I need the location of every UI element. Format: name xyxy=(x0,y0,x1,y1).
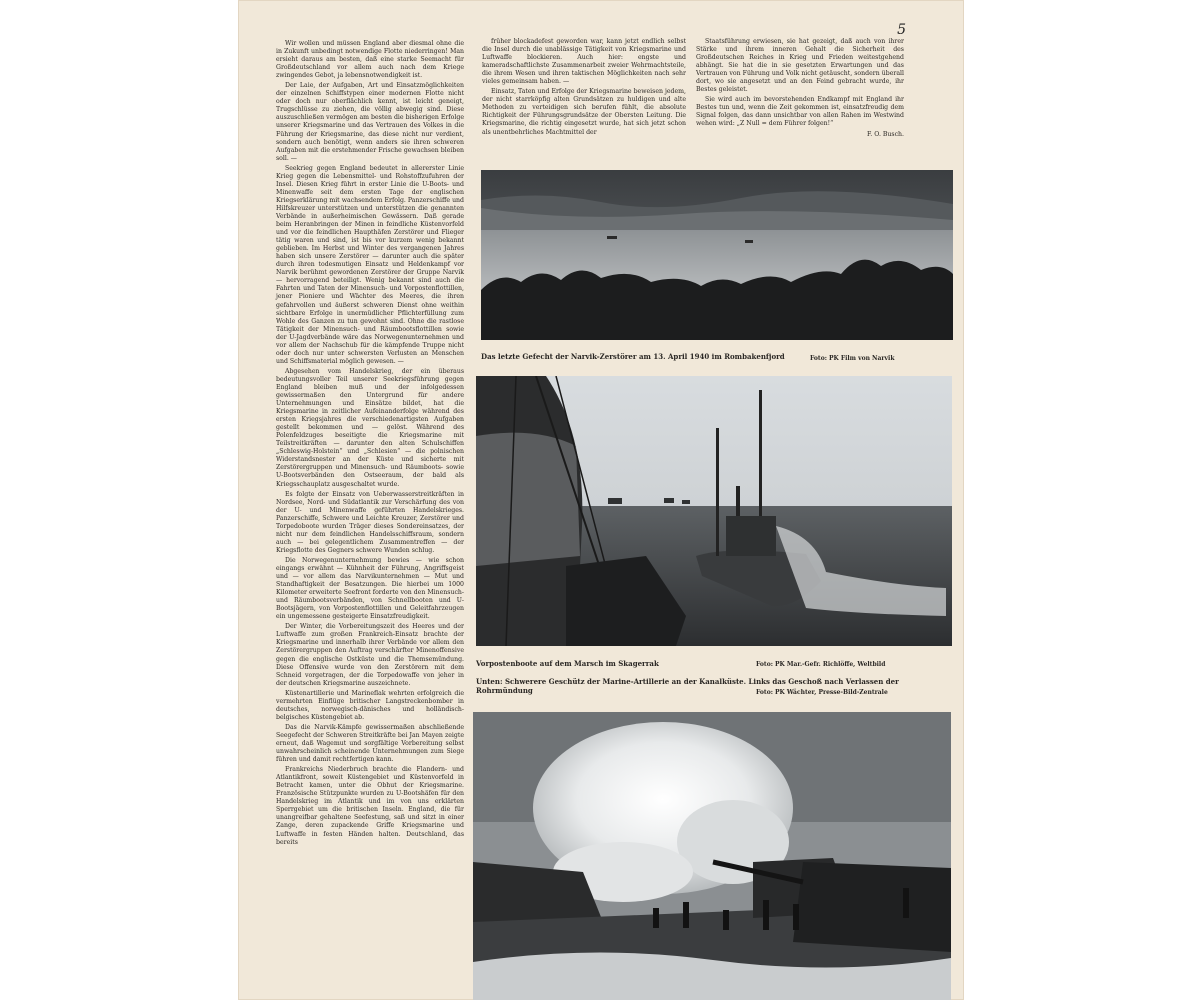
photo-caption: Vorpostenboote auf dem Marsch im Skagerrak xyxy=(476,659,659,668)
photo-credit: Foto: PK Film von Narvik xyxy=(810,355,895,362)
photo-caption: Unten: Schwerere Geschütz der Marine-Artillerie an der Kanalküste. Links das Geschoß nach Verlassen der Rohrmündung xyxy=(476,677,899,695)
photo-artillery xyxy=(473,712,951,1000)
photo-patrol-boats xyxy=(476,376,952,646)
paragraph: Seekrieg gegen England bedeutet in allererster Linie Krieg gegen die Lebensmittel- und Rohstoffzufuhren der Insel. Diesen Krieg führt in erster Linie die U-Boots- und Minenwaffe seit dem ersten Tage der englischen Kriegserklärung mit wachsendem Erfolg. Panzerschiffe und Hilfskreuzer unterstützen und unterstützen die genannten Verbände in außerheimischen Gewässern. Daß gerade beim Heranbringen der Minen in feindliche Küstenvorfeld und vor die feindlichen Haupthäfen Zerstörer und Flieger tätig waren und sind, ist bis vor kurzem wenig bekannt geblieben. Im Herbst und Winter des vergangenen Jahres haben sich unsere Zerstörer — darunter auch die später durch ihren todesmutigen Einsatz und Heldenkampf vor Narvik berühmt gewordenen Zerstörer der Gruppe Narvik — hervorragend beteiligt. Wenig bekannt sind auch die Fahrten und Taten der Minensuch- und Vorpostenflottillen, jener Pioniere und Wächter des Meeres, die ihren gefahrvollen und äußerst schweren Dienst ohne weithin sichtbare Erfolge in unermüdlicher Pflichterfüllung zum Wohle des Ganzen zu tun gewohnt sind. Ohne die rastlose Tätigkeit der Minensuch- und Räumbootsflottillen sowie der U-Jagdverbände wäre das Norwegenunternehmen und vor allem der Nachschub für die kämpfende Truppe nicht oder doch nur unter schwersten Verlusten an Menschen und Schiffsmaterial möglich gewesen. — xyxy=(276,164,464,365)
paragraph: Einsatz, Taten und Erfolge der Kriegsmarine beweisen jedem, der nicht starrköpfig alten Grundsätzen zu huldigen und alte Methoden zu verteidigen sich berufen fühlt, die absolute Richtigkeit der Führungsgrundsätze der Obersten Leitung. Die Kriegsmarine, die richtig eingesetzt wurde, hat sich jetzt schon als unentbehrliches Machtmittel der xyxy=(482,88,686,136)
page-number: 5 xyxy=(897,22,906,38)
paragraph: Der Winter, die Vorbereitungszeit des Heeres und der Luftwaffe zum großen Frankreich-Einsatz brachte der Kriegsmarine und innerhalb ihrer Verbände vor allem den Zerstörergruppen den Auftrag verschärfter Minenoffensive gegen die englische Ostküste und die Themsemündung. Diese Offensive wurde von den Zerstörern mit dem Schneid vorgetragen, der die Torpedowaffe von jeher in der deutschen Kriegsmarine auszeichnete. xyxy=(276,623,464,687)
paragraph: Es folgte der Einsatz von Ueberwasserstreitkräften in Nordsee, Nord- und Südatlantik zur Verschärfung des von der U- und Minenwaffe geführten Handelskrieges. Panzerschiffe, Schwere und Leichte Kreuzer, Zerstörer und Torpedoboote wurden Träger dieses Sondereinsatzes, der nicht nur dem feindlichen Handelsschiffsraum, sondern auch — bei gelegentlichem Zusammentreffen — der Kriegsflotte des Gegners schwere Wunden schlug. xyxy=(276,490,464,554)
paragraph: früher blockadefest geworden war, kann jetzt endlich selbst die Insel durch die unablässige Tätigkeit von Kriegsmarine und Luftwaffe blockieren. Auch hier: engste und kameradschaftlichste Zusammenarbeit zweier Wehrmachtsteile, die ihrem Wesen und ihren taktischen Möglichkeiten nach sehr vieles gemeinsam haben. — xyxy=(482,38,686,86)
photo-caption: Das letzte Gefecht der Narvik-Zerstörer am 13. April 1940 im Rombakenfjord xyxy=(481,352,785,361)
magazine-page xyxy=(238,0,964,1000)
paragraph: Der Laie, der Aufgaben, Art und Einsatzmöglichkeiten der einzelnen Schiffstypen einer modernen Flotte nicht oder doch nur oberflächlich kennt, ist leicht geneigt, Trugschlüsse zu ziehen, die völlig abwegig sind. Diese auszuschließen vermögen am besten die bisherigen Erfolge unserer Kriegsmarine und das Vertrauen des Volkes in die Führung der Kriegsmarine, das diese nicht nur verdient, sondern auch benötigt, wenn anders sie ihren schweren Aufgaben mit die erstehmender Frische gewachsen bleiben soll. — xyxy=(276,82,464,162)
paragraph: Küstenartillerie und Marineflak wehrten erfolgreich die vermehrten Einflüge britischer Langstreckenbomber in deutsches, norwegisch-dänisches und holländisch-belgisches Küstengebiet ab. xyxy=(276,689,464,721)
paragraph: Abgesehen vom Handelskrieg, der ein überaus bedeutungsvoller Teil unserer Seekriegsführung gegen England bleiben muß und der infolgedessen gewissermaßen den Untergrund für andere Unternehmungen und Einsätze bildet, hat die Kriegsmarine in zeitlicher Aufeinanderfolge während des ersten Kriegsjahres die verschiedenartigsten Aufgaben gestellt bekommen und — gelöst. Während des Polenfeldzuges beseitigte die Kriegsmarine mit Teilstreitkräften — darunter den alten Schulschiffen „Schleswig-Holstein“ und „Schlesien“ — die polnischen Widerstandsnester an der Küste und sicherte mit Zerstörergruppen und Minensuch- und Räumboots- sowie U-Bootsverbänden den Ostseeraum, der bald als Kriegsschauplatz ausgeschaltet wurde. xyxy=(276,367,464,488)
paragraph: Staatsführung erwiesen, sie hat gezeigt, daß auch von ihrer Stärke und ihrem inneren Gehalt die Sicherheit des Großdeutschen Reiches in Krieg und Frieden weitestgehend abhängt. Sie hat die in sie gesetzten Erwartungen und das Vertrauen von Führung und Volk nicht getäuscht, sondern überall dort, wo sie angesetzt und an den Feind gebracht wurde, ihr Bestes geleistet. xyxy=(696,38,904,94)
paragraph: Das die Narvik-Kämpfe gewissermaßen abschließende Seegefecht der Schweren Streitkräfte bei Jan Mayen zeigte erneut, daß Wagemut und sorgfältige Vorbereitung selbst unwahrscheinlich scheinende Unternehmungen zum Siege führen und damit rechtfertigen kann. xyxy=(276,723,464,764)
paragraph: Frankreichs Niederbruch brachte die Flandern- und Atlantikfront, soweit Küstengebiet und Küstenvorfeld in Betracht kamen, unter die Obhut der Kriegsmarine. Französische Stützpunkte wurden zu U-Bootshäfen für den Handelskrieg im Atlantik und im von uns erklärten Sperrgebiet um die britischen Inseln. England, die für unangreifbar gehaltene Seefestung, saß und sitzt in einer Zange, deren zupackende Griffe Kriegsmarine und Luftwaffe in festen Händen halten. Deutschland, das bereits xyxy=(276,766,464,846)
paragraph: Wir wollen und müssen England aber diesmal ohne die in Zukunft unbedingt notwendige Flotte niederringen! Man ersieht daraus am besten, daß eine starke Seemacht für Großdeutschland vor allem auch nach dem Kriege zwingendes Gebot, ja lebensnotwendigkeit ist. xyxy=(276,40,464,80)
paragraph: Sie wird auch im bevorstehenden Endkampf mit England ihr Bestes tun und, wenn die Zeit gekommen ist, einsatzfreudig dem Signal folgen, das dann unsichtbar von allen Rahen im Westwind wehen wird: „Z Null = dem Führer folgen!“ xyxy=(696,96,904,128)
photo-credit: Foto: PK Wächter, Presse-Bild-Zentrale xyxy=(756,689,888,696)
photo-credit: Foto: PK Mar.-Gefr. Richlöffe, Weltbild xyxy=(756,661,886,668)
paragraph: Die Norwegenunternehmung bewies — wie schon eingangs erwähnt — Kühnheit der Führung, Angriffsgeist und — vor allem das Narvikunternehmen — Mut und Standhaftigkeit der Besatzungen. Die hierbei um 1000 Kilometer erweiterte Seefront forderte von den Minensuch- und Räumbootsverbänden, von Schnellbooten und U-Bootsjägern, von Vorpostenflottillen und Geleitfahrzeugen ein ungemessene gesteigerte Einsatzfreudigkeit. xyxy=(276,556,464,621)
author-signature: F. O. Busch. xyxy=(866,130,904,138)
text-column-1 xyxy=(276,40,464,849)
text-column-3 xyxy=(696,38,904,141)
photo-fjord xyxy=(481,170,953,340)
text-column-2 xyxy=(482,38,686,139)
